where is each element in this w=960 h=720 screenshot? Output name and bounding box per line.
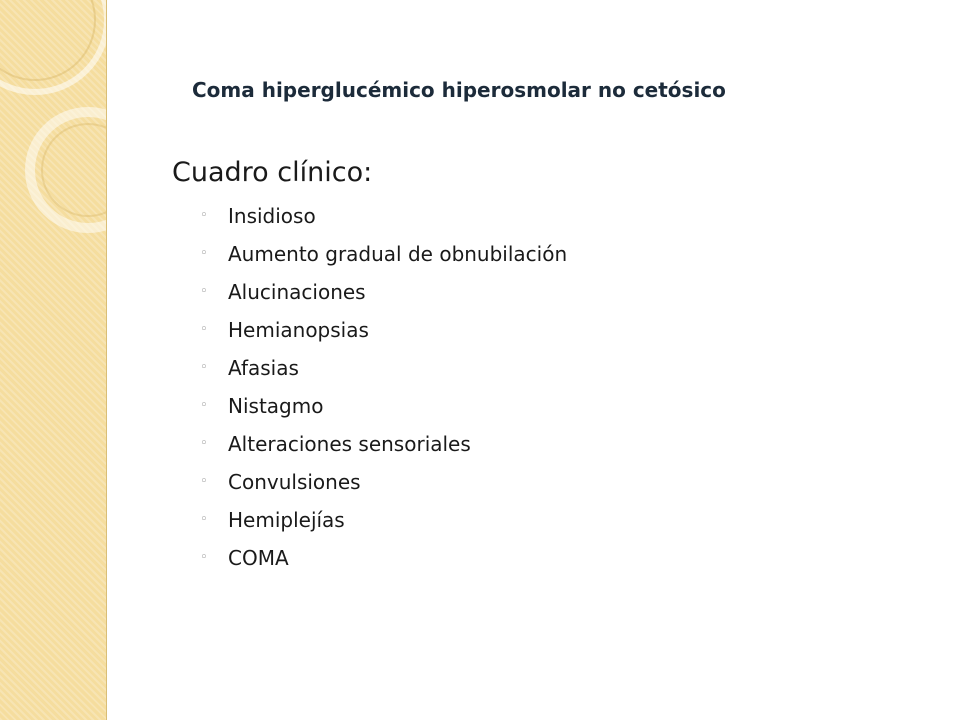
bullet-icon: ◦ [200, 512, 208, 527]
bullet-icon: ◦ [200, 398, 208, 413]
list-item-text: Hemianopsias [228, 318, 369, 342]
list-item-text: COMA [228, 546, 289, 570]
list-item [200, 390, 567, 428]
bullet-icon: ◦ [200, 360, 208, 375]
list-item [200, 428, 567, 466]
list-item-text: Hemiplejías [228, 508, 345, 532]
list-item [200, 466, 567, 504]
list-item-text: Convulsiones [228, 470, 361, 494]
list-item-text: Alucinaciones [228, 280, 366, 304]
bullet-icon: ◦ [200, 436, 208, 451]
section-heading: Cuadro clínico: [172, 157, 373, 188]
bullet-icon: ◦ [200, 284, 208, 299]
slide-title: Coma hiperglucémico hiperosmolar no cetósico [192, 78, 726, 102]
symptom-list [200, 200, 567, 580]
bullet-icon: ◦ [200, 550, 208, 565]
list-item-text: Nistagmo [228, 394, 324, 418]
list-item [200, 352, 567, 390]
list-item [200, 238, 567, 276]
list-item-text: Aumento gradual de obnubilación [228, 242, 568, 266]
bullet-icon: ◦ [200, 322, 208, 337]
decorative-sidebar [0, 0, 107, 720]
list-item-text: Afasias [228, 356, 299, 380]
list-item-text: Alteraciones sensoriales [228, 432, 471, 456]
list-item [200, 276, 567, 314]
list-item [200, 504, 567, 542]
list-item [200, 542, 567, 580]
list-item [200, 314, 567, 352]
list-item [200, 200, 567, 238]
list-item-text: Insidioso [228, 204, 316, 228]
bullet-icon: ◦ [200, 474, 208, 489]
bullet-icon: ◦ [200, 208, 208, 223]
decorative-rings [0, 0, 106, 720]
bullet-icon: ◦ [200, 246, 208, 261]
